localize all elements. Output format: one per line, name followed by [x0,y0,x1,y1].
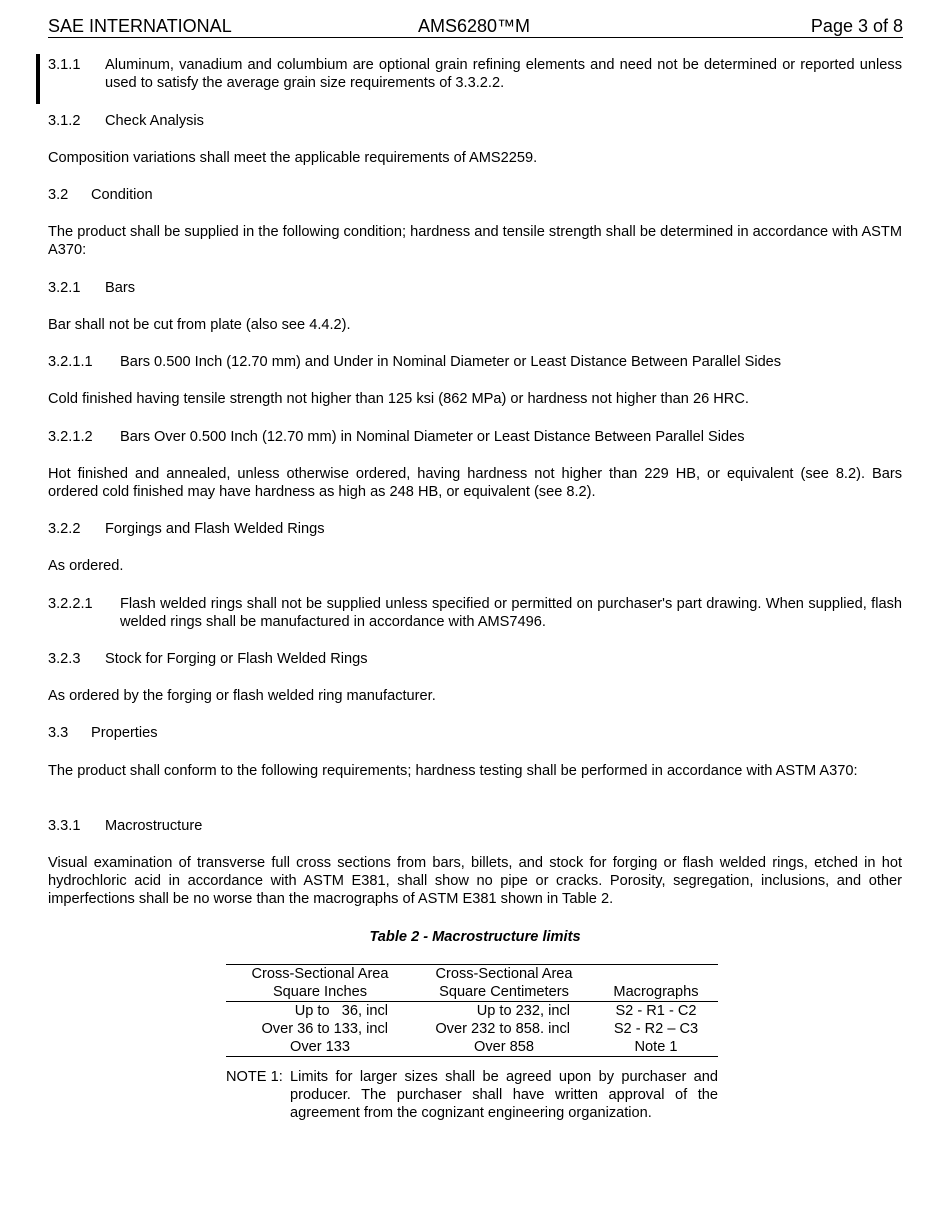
section-title: Bars Over 0.500 Inch (12.70 mm) in Nominal Diameter or Least Distance Between Parallel Sides [120,429,745,445]
section-title: Bars 0.500 Inch (12.70 mm) and Under in Nominal Diameter or Least Distance Between Parallel Sides [120,354,782,370]
table-note [226,1068,718,1122]
section-3-2-2-1 [48,595,902,631]
column-header: Square Centimeters [414,983,594,1002]
column-header [594,965,718,984]
section-title: Forgings and Flash Welded Rings [105,521,325,537]
table-cell: Over 232 to 858. incl [435,1021,570,1037]
table-cell: Over 133 [226,1038,414,1057]
section-number: 3.2.1.1 [48,354,93,370]
table-cell: Up to 232, incl [476,1003,570,1019]
section-number: 3.2.1.2 [48,429,93,445]
note-text: Limits for larger sizes shall be agreed upon by purchaser and producer. The purchaser shall have written approval of the agreement from the cognizant engineering organization. [290,1069,718,1121]
section-title: Properties [91,725,158,741]
page-header [48,16,903,38]
table-cell: Note 1 [594,1038,718,1057]
table-row [226,1038,718,1057]
paragraph-check-analysis: Composition variations shall meet the applicable requirements of AMS2259. [48,150,538,166]
table-row [226,1020,718,1038]
section-title: Macrostructure [105,818,203,834]
revision-change-bar [36,54,40,104]
section-text: Aluminum, vanadium and columbium are optional grain refining elements and need not be determined or reported unless used to satisfy the average grain size requirements of 3.3.2.2. [105,57,902,91]
section-number: 3.2.2 [48,521,81,537]
section-number: 3.2 [48,187,69,203]
paragraph-forgings: As ordered. [48,558,124,574]
section-number: 3.1.1 [48,57,81,73]
header-page-number: Page 3 of 8 [810,16,903,36]
section-number: 3.3.1 [48,818,81,834]
paragraph-stock: As ordered by the forging or flash welded ring manufacturer. [48,688,436,704]
section-title: Check Analysis [105,113,204,129]
section-number: 3.2.3 [48,651,81,667]
header-organization: SAE INTERNATIONAL [48,16,232,36]
paragraph-bars: Bar shall not be cut from plate (also see 4.4.2). [48,317,351,333]
column-header: Square Inches [226,983,414,1002]
paragraph-properties: The product shall conform to the following requirements; hardness testing shall be performed in accordance with ASTM A370: [48,763,858,779]
paragraph-bars-over: Hot finished and annealed, unless otherwise ordered, having hardness not higher than 229 HB, or equivalent (see 8.2). Bars ordered cold finished may have hardness as high as 248 HB, or equivalent (see 8.2). [48,466,902,500]
section-title: Bars [105,280,136,296]
table-header-row [226,983,718,1002]
table-title: Table 2 - Macrostructure limits [369,929,581,945]
table-cell: Over 858 [414,1038,594,1057]
column-header: Macrographs [594,983,718,1002]
column-header: Cross-Sectional Area [414,965,594,984]
column-header: Cross-Sectional Area [226,965,414,984]
table-cell: S2 - R2 – C3 [613,1021,699,1037]
paragraph-macrostructure: Visual examination of transverse full cross sections from bars, billets, and stock for forging or flash welded rings, etched in hot hydrochloric acid in accordance with ASTM E381, shall show no pipe or cracks. Porosity, segregation, inclusions, and other imperfections shall be no worse than the macrographs of ASTM E381 shown in Table 2. [48,855,902,907]
paragraph-condition: The product shall be supplied in the following condition; hardness and tensile strength shall be determined in accordance with ASTM A370: [48,224,902,258]
section-number: 3.2.2.1 [48,596,93,612]
section-3-1-1 [48,56,902,92]
section-number: 3.1.2 [48,113,81,129]
table-cell: S2 - R1 - C2 [615,1003,697,1019]
header-document-number: AMS6280™M [418,16,531,36]
table-header-row [226,965,718,984]
table-cell: Over 36 to 133, incl [261,1021,388,1037]
table-cell: Up to 36, incl [294,1003,388,1019]
section-text: Flash welded rings shall not be supplied unless specified or permitted on purchaser's part drawing. When supplied, flash welded rings shall be manufactured in accordance with AMS7496. [120,596,902,630]
macrostructure-table [226,964,718,1057]
section-title: Condition [91,187,153,203]
section-number: 3.2.1 [48,280,81,296]
table-row [226,1002,718,1021]
note-label: NOTE 1: [226,1069,283,1085]
section-title: Stock for Forging or Flash Welded Rings [105,651,368,667]
paragraph-bars-under: Cold finished having tensile strength not higher than 125 ksi (862 MPa) or hardness not higher than 26 HRC. [48,391,749,407]
section-number: 3.3 [48,725,69,741]
